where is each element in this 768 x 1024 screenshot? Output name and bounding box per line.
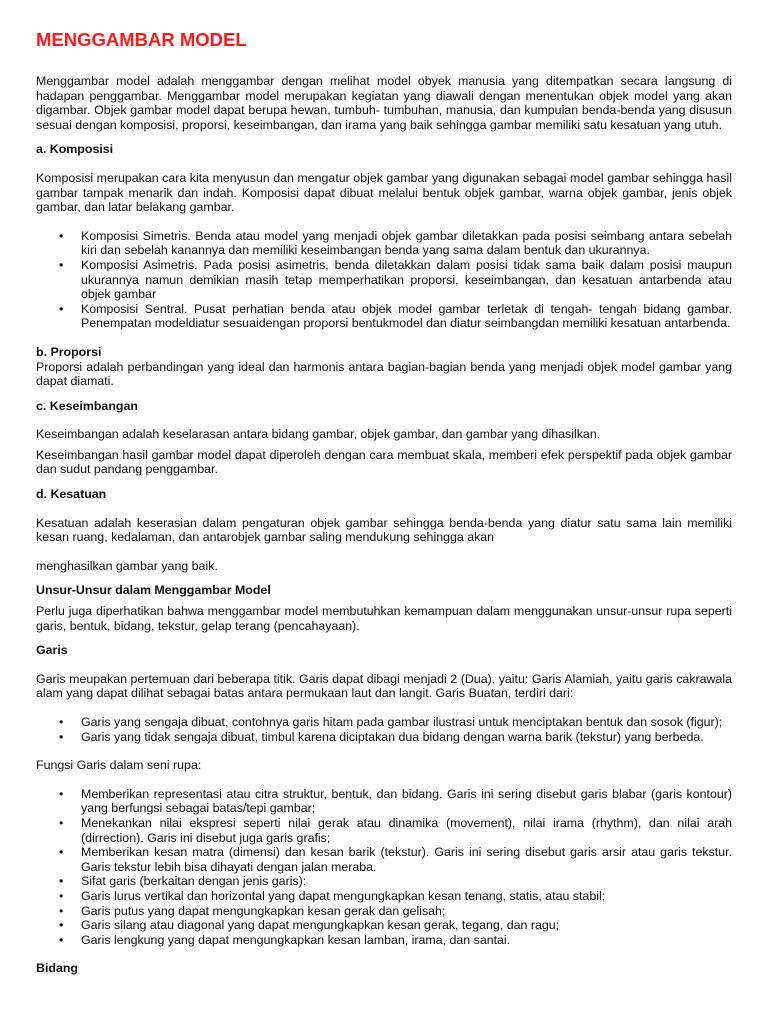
keseimbangan-paragraph-2: Keseimbangan hasil gambar model dapat diperoleh dengan cara membuat skala, memberi efek perspektif pada objek gambar dan sudut pandang penggambar. (36, 447, 732, 477)
garis-paragraph: Garis meupakan pertemuan dari beberapa titik. Garis dapat dibagi menjadi 2 (Dua), yaitu: Garis Alamiah, yaitu garis cakrawala alam yang dapat dilihat sebagai batas antara permukaan laut dan langit. Garis Buatan, terdiri dari: (36, 671, 732, 701)
list-item: • Sifat garis (berkaitan dengan jenis garis): (81, 874, 732, 889)
list-item: • Memberikan representasi atau citra struktur, bentuk, dan bidang. Garis ini sering disebut garis blabar (garis kontour) yang berfungsi sebagai batas/tepi gambar; (81, 787, 732, 816)
heading-unsur: Unsur-Unsur dalam Menggambar Model (36, 583, 271, 598)
list-item: • Garis lengkung yang dapat mengungkapkan kesan lamban, irama, dan santai. (81, 933, 732, 948)
heading-kesatuan: d. Kesatuan (36, 487, 107, 502)
list-item: • Memberikan kesan matra (dimensi) dan kesan barik (tekstur). Garis ini sering disebut garis arsir atau garis tekstur. Garis tekstur lebih bisa dihayati dengan jalan meraba. (81, 845, 732, 874)
proporsi-paragraph: Proporsi adalah perbandingan yang ideal dan harmonis antara bagian-bagian benda yang menjadi objek model gambar yang dapat diamati. (36, 359, 732, 389)
keseimbangan-paragraph-1: Keseimbangan adalah keselarasan antara bidang gambar, objek gambar, dan gambar yang dihasilkan. (36, 427, 601, 442)
heading-garis: Garis (36, 643, 68, 658)
list-item: • Komposisi Simetris. Benda atau model yang menjadi objek gambar diletakkan pada posisi seimbang antara sebelah kiri dan sebelah kanannya dan memiliki keseimbangan benda yang sama dalam bentuk dan ukurannya. (81, 229, 732, 258)
list-item: • Garis yang tidak sengaja dibuat, timbul karena diciptakan dua bidang dengan warna barik (tekstur) yang berbeda. (81, 730, 732, 745)
heading-bidang: Bidang (36, 961, 78, 976)
komposisi-list (36, 229, 732, 331)
intro-paragraph: Menggambar model adalah menggambar dengan melihat model obyek manusia yang ditempatkan secara langsung di hadapan penggambar. Menggambar model merupakan kegiatan yang diawali dengan menentukan objek model yang akan digambar. Objek gambar model dapat berupa hewan, tumbuh- tumbuhan, manusia, dan kumpulan benda-benda yang disusun sesuai dengan komposisi, proporsi, keseimbangan, dan irama yang baik sehingga gambar memiliki satu kesatuan yang utuh. (36, 74, 732, 132)
fungsi-garis-list (36, 787, 732, 948)
list-item: • Garis silang atau diagonal yang dapat mengungkapkan kesan gerak, tegang, dan ragu; (81, 918, 732, 933)
garis-buatan-list (36, 715, 732, 744)
kesatuan-paragraph-2: menghasilkan gambar yang baik. (36, 558, 218, 573)
heading-komposisi: a. Komposisi (36, 142, 114, 157)
fungsi-garis-label: Fungsi Garis dalam seni rupa: (36, 758, 202, 773)
page-title: MENGGAMBAR MODEL (36, 29, 247, 50)
list-item: • Garis yang sengaja dibuat, contohnya garis hitam pada gambar ilustrasi untuk menciptakan bentuk dan sosok (figur); (81, 715, 732, 730)
unsur-paragraph: Perlu juga diperhatikan bahwa menggambar model membutuhkan kemampuan dalam menggunakan unsur-unsur rupa seperti garis, bentuk, bidang, tekstur, gelap terang (pencahayaan). (36, 604, 732, 633)
heading-keseimbangan: c. Keseimbangan (36, 398, 138, 413)
komposisi-paragraph: Komposisi merupakan cara kita menyusun dan mengatur objek gambar yang digunakan sebagai model gambar sehingga hasil gambar tampak menarik dan indah. Komposisi dapat dibuat melalui bentuk objek gambar, warna objek gambar, jenis objek gambar, dan latar belakang gambar. (36, 170, 732, 215)
list-item: • Garis lurus vertikal dan horizontal yang dapat mengungkapkan kesan tenang, statis, atau stabil; (81, 889, 732, 904)
list-item: • Menekankan nilai ekspresi seperti nilai gerak atau dinamika (movement), nilai irama (rhythm), dan nilai arah (dirrection). Garis ini disebut juga garis grafis; (81, 816, 732, 845)
kesatuan-paragraph-1: Kesatuan adalah keserasian dalam pengaturan objek gambar sehingga benda-benda yang diatur satu sama lain memiliki kesan ruang, kedalaman, dan antarobjek gambar saling mendukung sehingga akan (36, 515, 732, 545)
heading-proporsi: b. Proporsi (36, 344, 102, 359)
list-item: • Komposisi Asimetris. Pada posisi asimetris, benda diletakkan dalam posisi tidak sama baik dalam posisi maupun ukurannya namun demikian masih tetap memperhatikan proporsi, keseimbangan, dan kesatuan antarbenda atau objek gambar (81, 258, 732, 302)
list-item: • Komposisi Sentral. Pusat perhatian benda atau objek model gambar terletak di tengah- tengah bidang gambar. Penempatan modeldiatur sesuaidengan proporsi bentukmodel dan diatur seimbangdan memiliki kesatuan antarbenda. (81, 302, 732, 331)
list-item: • Garis putus yang dapat mengungkapkan kesan gerak dan gelisah; (81, 904, 732, 919)
